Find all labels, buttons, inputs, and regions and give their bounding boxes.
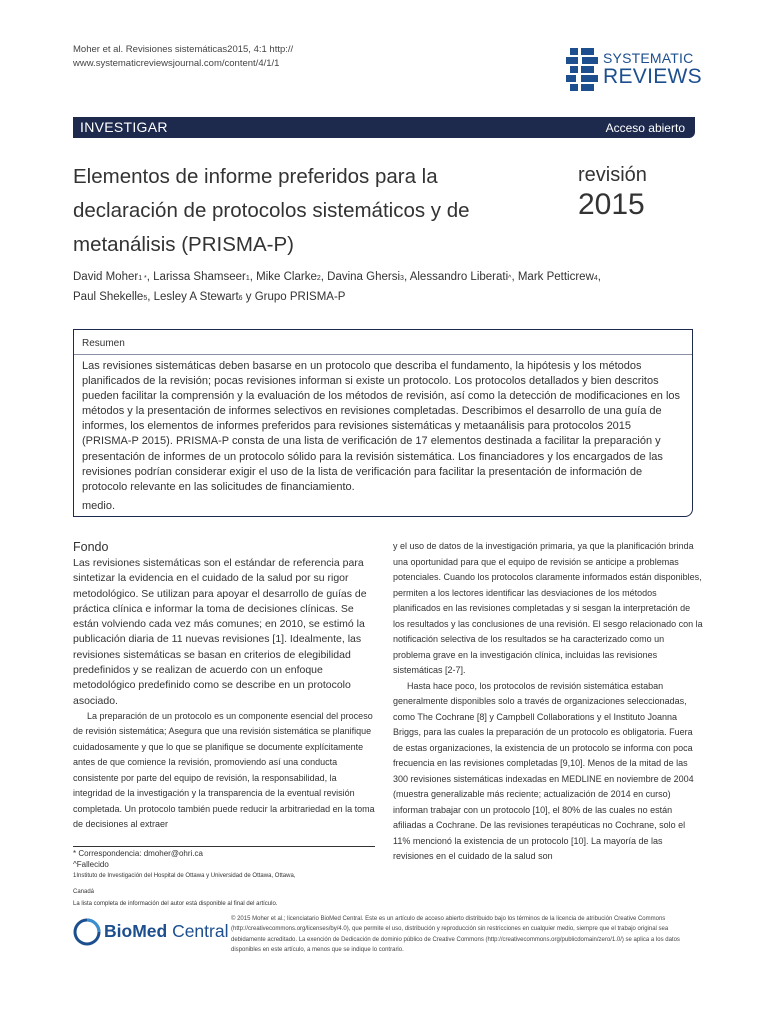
author-name[interactable]: Paul Shekelle: [73, 291, 144, 303]
open-access-label: Acceso abierto: [605, 121, 685, 135]
biomed-central-wordmark: [104, 919, 228, 943]
article-type: revisión: [578, 164, 647, 186]
abstract-box: [73, 329, 693, 517]
author-mark: 2: [316, 275, 321, 282]
systematic-reviews-logo: [566, 46, 702, 92]
section-label: INVESTIGAR: [80, 119, 168, 135]
author-mark: 1 *: [138, 275, 147, 282]
journal-citation: [73, 43, 403, 71]
abstract-divider: [74, 354, 692, 355]
author-mark: 3: [400, 275, 404, 282]
author-mark: 1: [245, 275, 250, 282]
body-paragraph: y el uso de datos de la investigación primaria, ya que la planificación brinda una oportunidad para que el equipo de revisión se anticipe a problemas potenciales. Cuando los protocolos claramente informados están disponibles, permiten a los lectores identificar las desviaciones de los métodos planificados en las revisiones completadas y si sesgan la interpretación de los resultados y las conclusiones de una revisión. El sesgo relacionado con la notificación selectiva de los resultados se ha caracterizado como un problema grave en la investigación clínica, incluidas las revisiones sistemáticas [2-7].: [393, 541, 703, 675]
author-mark: 5: [143, 295, 148, 302]
body-paragraph: Hasta hace poco, los protocolos de revisión sistemática estaban generalmente disponibles solo a través de organizaciones seleccionadas, como The Cochrane [8] y Campbell Collaborations y el Instituto Joanna Briggs, para las cuales la preparación de un protocolo es obligatoria. Fuera de estas organizaciones, la existencia de un protocolo se informa con poca frecuencia en las revisiones completadas [9,10]. Menos de la mitad de las 300 revisiones sistemáticas indexadas en MEDLINE en noviembre de 2004 (muestra generalizable más reciente; actualización de 2014 en curso) informan trabajar con un protocolo [10], el 80% de las cuales no están afiliadas a Cochrane. De las revisiones terapéuticas no Cochrane, solo el 11% mencionó la existencia de un protocolo [10]. La mayoría de las revisiones en el cuidado de la salud son: [393, 680, 694, 861]
author-list: David Moher1 *, Larissa Shamseer1, Mike Clarke2, Davina Ghersi3, Alessandro Liberati^, Mark Petticrew4, Paul Shekelle5, Lesley A Stewart6 y Grupo PRISMA-P: [73, 271, 601, 303]
author-group: y Grupo PRISMA-P: [245, 291, 346, 303]
body-column-left: [73, 539, 378, 833]
body-paragraph: Las revisiones sistemáticas son el estándar de referencia para sintetizar la evidencia en el cuidado de la salud por su rigor metodológico. Se utilizan para apoyar el desarrollo de guías de práctica clínica e informar la toma de decisiones clínicas. Se están volviendo cada vez más comunes; en 2010, se estimó la publicación diaria de 11 nuevas revisiones [1]. Idealmente, las revisiones sistemáticas se basan en criterios de elegibilidad predefinidos y se realizan de acuerdo con un enfoque metodológico predefinido como se describe en un protocolo asociado.: [73, 557, 367, 707]
author-name[interactable]: David Moher: [73, 271, 139, 283]
logo-word-biomed: BioMed: [104, 921, 168, 941]
affiliation-note: 1Instituto de Investigación del Hospital de Ottawa y Universidad de Ottawa, Ottawa,: [73, 873, 296, 879]
section-bar: [73, 117, 695, 138]
author-mark: 4: [593, 275, 598, 282]
article-year: 2015: [578, 188, 645, 221]
abstract-tail: medio.: [82, 500, 116, 512]
affiliation-country: Canadá: [73, 889, 95, 895]
abstract-text: Las revisiones sistemáticas deben basarse en un protocolo que describa el fundamento, la hipótesis y los métodos planificados de la revisión; pocas revisiones informan si existe un protocolo. Los protocolos detallados y bien descritos pueden facilitar la comprensión y la evaluación de los métodos de revisión, así como la detección de modificaciones en los métodos y la presentación de informes selectivos en revisiones completadas. Describimos el desarrollo de una guía de informes, los elementos de informes preferidos para revisiones sistemáticas y metaanálisis para protocolos 2015 (PRISMA-P 2015). PRISMA-P consta de una lista de verificación de 17 elementos destinada a facilitar la preparación y presentación de informes de un protocolo sólido para la revisión sistemática. Los financiadores y los encargados de las revisiones podrían considerar exigir el uso de la lista de verificación para facilitar la presentación de información de protocolo relevante en las solicitudes de financiamiento.: [82, 360, 681, 493]
author-name[interactable]: Mike Clarke: [256, 271, 317, 283]
logo-word-central: Central: [167, 921, 229, 941]
citation-line-1: Moher et al. Revisiones sistemáticas2015, 4:1 http://: [73, 44, 294, 55]
author-name[interactable]: Lesley A Stewart: [153, 291, 239, 303]
author-name[interactable]: Larissa Shamseer: [153, 271, 246, 283]
license-text: © 2015 Moher et al.; licenciatario BioMed Central. Este es un artículo de acceso abierto distribuido bajo los términos de la licencia de atribución Creative Commons (http://creativecommons.org/licenses/by/4.0), que permite el uso, distribución y reproducción sin restricciones en cualquier medio, siempre que el trabajo original sea debidamente acreditado. La exención de Dedicación de dominio público de Creative Commons (http://creativecommons.org/publicdomain/zero/1.0/) se aplica a los datos disponibles en este artículo, a menos que se indique lo contrario.: [231, 916, 680, 953]
author-mark: ^: [508, 275, 512, 282]
section-heading: Fondo: [73, 540, 109, 554]
author-info-note: La lista completa de información del autor está disponible al final del artículo.: [73, 901, 278, 907]
logo-word-reviews: REVIEWS: [603, 65, 702, 88]
citation-url[interactable]: www.systematicreviewsjournal.com/content/4/1/1: [73, 58, 280, 69]
logo-word-systematic: SYSTEMATIC: [603, 50, 694, 66]
systematic-reviews-logo-icon: [566, 46, 598, 92]
author-name[interactable]: Alessandro Liberati: [409, 271, 509, 283]
biomed-central-logo-icon: [73, 918, 101, 946]
author-name[interactable]: Davina Ghersi: [327, 271, 401, 283]
body-column-right: [393, 539, 703, 865]
article-title: Elementos de informe preferidos para la declaración de protocolos sistemáticos y de metanálisis (PRISMA-P): [73, 165, 470, 256]
author-name[interactable]: Mark Petticrew: [517, 271, 594, 283]
author-mark: 6: [238, 295, 243, 302]
biomed-central-logo: [73, 915, 229, 951]
footnote-divider: [73, 846, 375, 847]
body-paragraph: La preparación de un protocolo es un componente esencial del proceso de revisión sistemática; Asegura que una revisión sistemática se planifique cuidadosamente y que lo que se planifique se documente explícitamente antes de que comience la revisión, promoviendo así una conducta consistente por parte del equipo de revisión, la responsabilidad, la integridad de la investigación y la transparencia de la eventual revisión completada. Un protocolo también puede reducir la arbitrariedad en la toma de decisiones al extraer: [73, 710, 375, 830]
abstract-heading: Resumen: [82, 338, 125, 349]
correspondence-note: * Correspondencia: dmoher@ohri.ca: [73, 849, 203, 858]
footnotes: [73, 849, 378, 910]
deceased-note: ^Fallecido: [73, 859, 109, 869]
